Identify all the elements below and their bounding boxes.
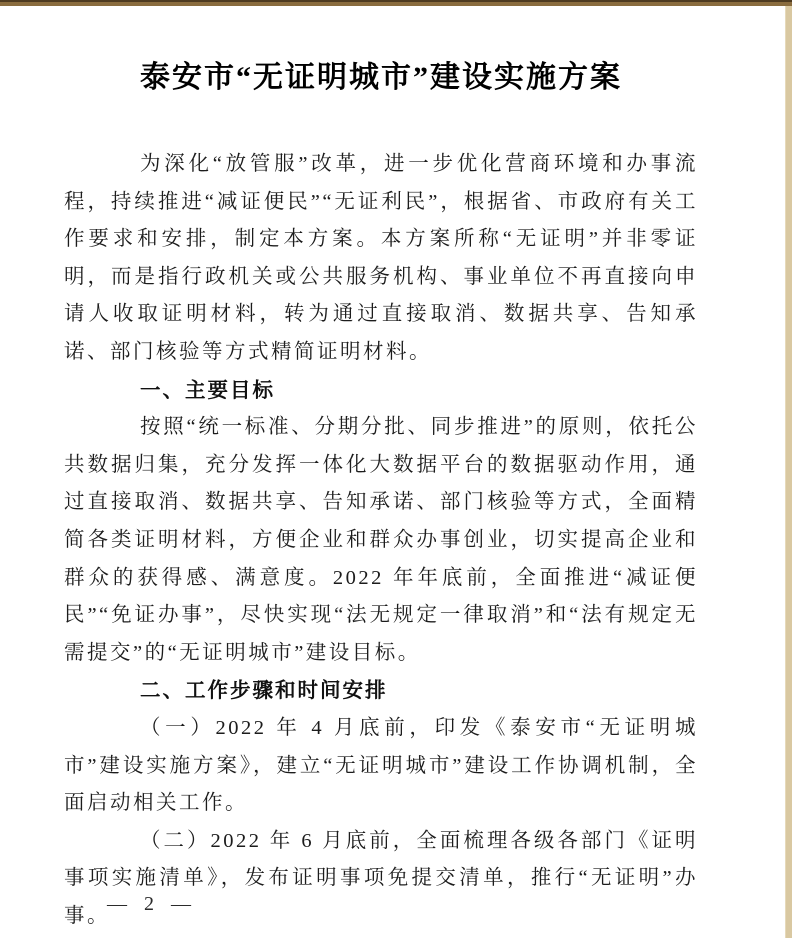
paragraph-step-one: （一）2022 年 4 月底前，印发《泰安市“无证明城市”建设实施方案》，建立“无证明城市”建设工作协调机制，全面启动相关工作。	[64, 716, 698, 815]
document-title: 泰安市“无证明城市”建设实施方案	[140, 61, 622, 94]
right-edge-decoration	[785, 6, 792, 938]
page-number: — 2 —	[107, 893, 197, 915]
paragraph-step-two: （二）2022 年 6 月底前，全面梳理各级各部门《证明事项实施清单》，发布证明事项免提交清单，推行“无证明”办事。	[64, 829, 698, 927]
section-heading-main-goals: 一、主要目标	[140, 378, 275, 402]
paragraph-main-goals: 按照“统一标准、分期分批、同步推进”的原则，依托公共数据归集，充分发挥一体化大数据平台的数据驱动作用，通过直接取消、数据共享、告知承诺、部门核验等方式，全面精简各类证明材料，方便企业和群众办事创业，切实提高企业和群众的获得感、满意度。2022 年年底前，全面推进“减证便民”“免证办事”，尽快实现“法无规定一律取消”和“法有规定无需提交”的“无证明城市”建设目标。	[64, 416, 698, 664]
top-border-decoration	[0, 0, 792, 6]
document-body	[64, 60, 698, 935]
paragraph-intro: 为深化“放管服”改革，进一步优化营商环境和办事流程，持续推进“减证便民”“无证利民”，根据省、市政府有关工作要求和安排，制定本方案。本方案所称“无证明”并非零证明，而是指行政机关或公共服务机构、事业单位不再直接向申请人收取证明材料，转为通过直接取消、数据共享、告知承诺、部门核验等方式精简证明材料。	[64, 153, 698, 363]
section-heading-work-steps: 二、工作步骤和时间安排	[140, 679, 388, 703]
